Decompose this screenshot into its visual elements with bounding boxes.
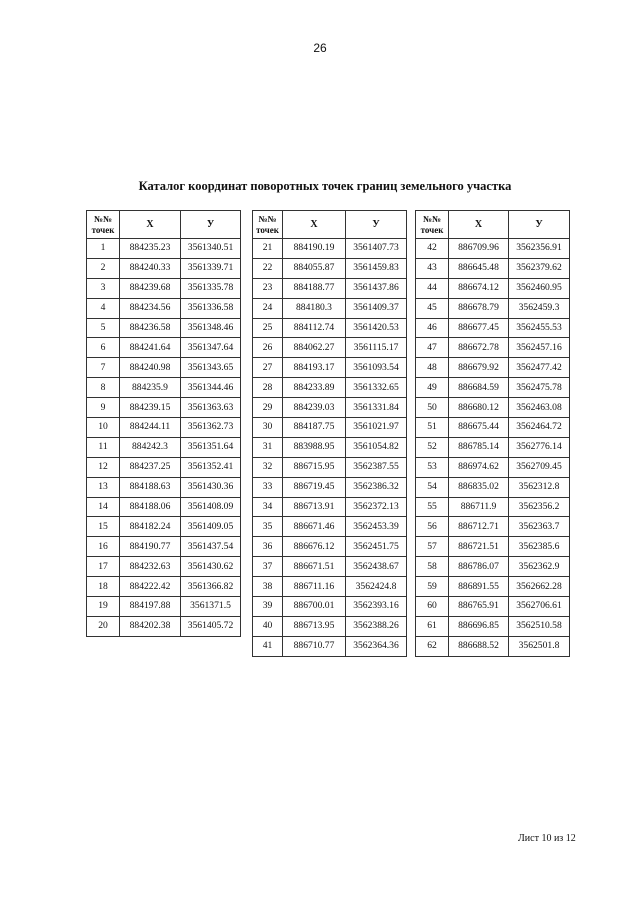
point-number-cell: 39	[253, 597, 283, 617]
point-number-cell: 51	[416, 418, 449, 438]
y-coordinate-cell: 3561348.46	[181, 318, 241, 338]
point-number-cell: 49	[416, 378, 449, 398]
page-number: 26	[313, 41, 327, 55]
x-coordinate-cell: 886696.85	[449, 616, 509, 636]
x-coordinate-cell: 884202.38	[120, 616, 181, 636]
point-number-cell: 34	[253, 497, 283, 517]
point-number-cell: 55	[416, 497, 449, 517]
y-coordinate-cell: 3562464.72	[509, 418, 570, 438]
table-row	[253, 318, 407, 338]
x-coordinate-cell: 884182.24	[120, 517, 181, 537]
table-row	[416, 477, 570, 497]
table-row	[253, 278, 407, 298]
point-number-cell: 50	[416, 398, 449, 418]
y-coordinate-cell: 3561409.37	[346, 298, 407, 318]
x-coordinate-cell: 886715.95	[283, 457, 346, 477]
x-coordinate-cell: 886719.45	[283, 477, 346, 497]
y-header: У	[181, 211, 241, 239]
y-coordinate-cell: 3562451.75	[346, 537, 407, 557]
table-header-row	[253, 211, 407, 239]
x-coordinate-cell: 884235.9	[120, 378, 181, 398]
x-coordinate-cell: 886712.71	[449, 517, 509, 537]
x-coordinate-cell: 886645.48	[449, 258, 509, 278]
point-number-cell: 27	[253, 358, 283, 378]
x-coordinate-cell: 884190.19	[283, 239, 346, 259]
x-coordinate-cell: 886672.78	[449, 338, 509, 358]
x-coordinate-cell: 886675.44	[449, 418, 509, 438]
y-coordinate-cell: 3561115.17	[346, 338, 407, 358]
table-row	[416, 298, 570, 318]
y-coordinate-cell: 3562475.78	[509, 378, 570, 398]
x-coordinate-cell: 884241.64	[120, 338, 181, 358]
point-number-cell: 40	[253, 616, 283, 636]
point-number-cell: 22	[253, 258, 283, 278]
x-coordinate-cell: 884240.98	[120, 358, 181, 378]
y-coordinate-cell: 3561371.5	[181, 597, 241, 617]
x-coordinate-cell: 884237.25	[120, 457, 181, 477]
point-number-cell: 20	[87, 616, 120, 636]
x-coordinate-cell: 886785.14	[449, 437, 509, 457]
table-row	[87, 577, 241, 597]
x-coordinate-cell: 886711.16	[283, 577, 346, 597]
table-header-row	[87, 211, 241, 239]
x-coordinate-cell: 884180.3	[283, 298, 346, 318]
point-number-cell: 61	[416, 616, 449, 636]
table-row	[87, 537, 241, 557]
x-coordinate-cell: 886700.01	[283, 597, 346, 617]
table-row	[416, 278, 570, 298]
table-row	[253, 338, 407, 358]
table-row	[253, 378, 407, 398]
x-coordinate-cell: 884188.77	[283, 278, 346, 298]
table-row	[416, 398, 570, 418]
x-coordinate-cell: 886679.92	[449, 358, 509, 378]
x-coordinate-cell: 884222.42	[120, 577, 181, 597]
x-header: Х	[449, 211, 509, 239]
x-coordinate-cell: 886713.95	[283, 616, 346, 636]
y-coordinate-cell: 3562477.42	[509, 358, 570, 378]
table-row	[87, 278, 241, 298]
table-row	[253, 597, 407, 617]
table-row	[253, 497, 407, 517]
y-coordinate-cell: 3562510.58	[509, 616, 570, 636]
y-coordinate-cell: 3562386.32	[346, 477, 407, 497]
x-coordinate-cell: 886713.91	[283, 497, 346, 517]
y-coordinate-cell: 3562709.45	[509, 457, 570, 477]
sheet-info: Лист 10 из 12	[518, 833, 576, 844]
point-number-cell: 46	[416, 318, 449, 338]
x-coordinate-cell: 886710.77	[283, 636, 346, 656]
table-row	[416, 358, 570, 378]
x-coordinate-cell: 884055.87	[283, 258, 346, 278]
point-number-cell: 41	[253, 636, 283, 656]
point-number-cell: 26	[253, 338, 283, 358]
y-coordinate-cell: 3561430.62	[181, 557, 241, 577]
point-number-header	[253, 211, 283, 239]
point-number-cell: 16	[87, 537, 120, 557]
table-row	[416, 636, 570, 656]
y-coordinate-cell: 3561093.54	[346, 358, 407, 378]
y-coordinate-cell: 3561362.73	[181, 418, 241, 438]
y-coordinate-cell: 3562387.55	[346, 457, 407, 477]
y-coordinate-cell: 3562501.8	[509, 636, 570, 656]
y-coordinate-cell: 3561054.82	[346, 437, 407, 457]
x-coordinate-cell: 886677.45	[449, 318, 509, 338]
point-number-cell: 45	[416, 298, 449, 318]
table-row	[87, 557, 241, 577]
table-row	[416, 378, 570, 398]
x-coordinate-cell: 886974.62	[449, 457, 509, 477]
point-number-cell: 10	[87, 418, 120, 438]
y-coordinate-cell: 3561420.53	[346, 318, 407, 338]
point-number-header-line1: №№	[93, 213, 113, 224]
x-coordinate-cell: 884240.33	[120, 258, 181, 278]
y-header: У	[509, 211, 570, 239]
point-number-cell: 47	[416, 338, 449, 358]
y-coordinate-cell: 3561437.54	[181, 537, 241, 557]
table-row	[416, 457, 570, 477]
y-coordinate-cell: 3562463.08	[509, 398, 570, 418]
y-coordinate-cell: 3561347.64	[181, 338, 241, 358]
x-coordinate-cell: 884239.03	[283, 398, 346, 418]
point-number-cell: 42	[416, 239, 449, 259]
x-coordinate-cell: 886674.12	[449, 278, 509, 298]
point-number-cell: 36	[253, 537, 283, 557]
y-coordinate-cell: 3562706.61	[509, 597, 570, 617]
y-coordinate-cell: 3562372.13	[346, 497, 407, 517]
table-row	[416, 597, 570, 617]
point-number-header-line1: №№	[258, 213, 277, 224]
catalog-title: Каталог координат поворотных точек границ земельного участка	[138, 179, 512, 193]
table-row	[253, 517, 407, 537]
point-number-cell: 24	[253, 298, 283, 318]
table-row	[253, 358, 407, 378]
x-coordinate-cell: 884244.11	[120, 418, 181, 438]
table-row	[253, 636, 407, 656]
y-coordinate-cell: 3561408.09	[181, 497, 241, 517]
table-row	[87, 378, 241, 398]
table-row	[416, 577, 570, 597]
y-coordinate-cell: 3562453.39	[346, 517, 407, 537]
point-number-cell: 44	[416, 278, 449, 298]
x-coordinate-cell: 886786.07	[449, 557, 509, 577]
x-coordinate-cell: 886680.12	[449, 398, 509, 418]
y-coordinate-cell: 3562385.6	[509, 537, 570, 557]
x-coordinate-cell: 886891.55	[449, 577, 509, 597]
y-coordinate-cell: 3561351.64	[181, 437, 241, 457]
x-coordinate-cell: 884239.68	[120, 278, 181, 298]
table-row	[253, 418, 407, 438]
table-row	[253, 437, 407, 457]
table-row	[416, 537, 570, 557]
point-number-cell: 5	[87, 318, 120, 338]
point-number-header	[416, 211, 449, 239]
table-row	[253, 398, 407, 418]
y-coordinate-cell: 3562662.28	[509, 577, 570, 597]
coordinate-tables	[0, 210, 640, 652]
table-row	[416, 239, 570, 259]
table-row	[87, 477, 241, 497]
point-number-cell: 31	[253, 437, 283, 457]
table-row	[87, 398, 241, 418]
y-coordinate-cell: 3562459.3	[509, 298, 570, 318]
x-coordinate-cell: 884188.63	[120, 477, 181, 497]
table-row	[87, 239, 241, 259]
x-coordinate-cell: 884062.27	[283, 338, 346, 358]
y-coordinate-cell: 3561335.78	[181, 278, 241, 298]
table-row	[416, 557, 570, 577]
y-coordinate-cell: 3561331.84	[346, 398, 407, 418]
table-row	[87, 457, 241, 477]
x-coordinate-cell: 884190.77	[120, 537, 181, 557]
point-number-cell: 56	[416, 517, 449, 537]
y-coordinate-cell: 3561021.97	[346, 418, 407, 438]
table-row	[87, 358, 241, 378]
x-coordinate-cell: 886765.91	[449, 597, 509, 617]
x-coordinate-cell: 886684.59	[449, 378, 509, 398]
y-coordinate-cell: 3562424.8	[346, 577, 407, 597]
x-coordinate-cell: 883988.95	[283, 437, 346, 457]
point-number-header-line2: точек	[256, 224, 279, 235]
point-number-cell: 25	[253, 318, 283, 338]
table-row	[253, 457, 407, 477]
x-coordinate-cell: 884242.3	[120, 437, 181, 457]
y-coordinate-cell: 3561459.83	[346, 258, 407, 278]
point-number-cell: 9	[87, 398, 120, 418]
point-number-cell: 58	[416, 557, 449, 577]
point-number-header	[87, 211, 120, 239]
table-row	[416, 437, 570, 457]
point-number-cell: 59	[416, 577, 449, 597]
point-number-cell: 8	[87, 378, 120, 398]
point-number-cell: 53	[416, 457, 449, 477]
y-coordinate-cell: 3561437.86	[346, 278, 407, 298]
point-number-cell: 14	[87, 497, 120, 517]
y-coordinate-cell: 3561363.63	[181, 398, 241, 418]
y-coordinate-cell: 3561343.65	[181, 358, 241, 378]
point-number-cell: 57	[416, 537, 449, 557]
table-row	[87, 318, 241, 338]
table-row	[87, 258, 241, 278]
table-row	[253, 557, 407, 577]
point-number-cell: 11	[87, 437, 120, 457]
point-number-cell: 13	[87, 477, 120, 497]
y-coordinate-cell: 3561332.65	[346, 378, 407, 398]
point-number-header-line2: точек	[420, 224, 444, 235]
y-coordinate-cell: 3561366.82	[181, 577, 241, 597]
table-row	[416, 497, 570, 517]
table-row	[416, 418, 570, 438]
x-header: Х	[120, 211, 181, 239]
table-row	[416, 517, 570, 537]
y-coordinate-cell: 3561405.72	[181, 616, 241, 636]
y-coordinate-cell: 3562457.16	[509, 338, 570, 358]
table-row	[253, 616, 407, 636]
x-coordinate-cell: 884239.15	[120, 398, 181, 418]
y-coordinate-cell: 3562776.14	[509, 437, 570, 457]
table-row	[87, 616, 241, 636]
point-number-cell: 54	[416, 477, 449, 497]
point-number-cell: 2	[87, 258, 120, 278]
point-number-cell: 33	[253, 477, 283, 497]
table-row	[253, 477, 407, 497]
point-number-cell: 32	[253, 457, 283, 477]
point-number-cell: 18	[87, 577, 120, 597]
point-number-cell: 15	[87, 517, 120, 537]
point-number-cell: 48	[416, 358, 449, 378]
y-coordinate-cell: 3562363.7	[509, 517, 570, 537]
y-coordinate-cell: 3561407.73	[346, 239, 407, 259]
point-number-header-line1: №№	[422, 213, 442, 224]
point-number-cell: 60	[416, 597, 449, 617]
point-number-cell: 23	[253, 278, 283, 298]
x-coordinate-cell: 886711.9	[449, 497, 509, 517]
y-header: У	[346, 211, 407, 239]
x-coordinate-cell: 886835.02	[449, 477, 509, 497]
point-number-cell: 28	[253, 378, 283, 398]
point-number-cell: 52	[416, 437, 449, 457]
table-header-row	[416, 211, 570, 239]
point-number-header-line2: точек	[91, 224, 115, 235]
table-row	[253, 258, 407, 278]
coordinate-table-2	[252, 210, 407, 657]
table-row	[87, 418, 241, 438]
point-number-cell: 21	[253, 239, 283, 259]
y-coordinate-cell: 3562455.53	[509, 318, 570, 338]
y-coordinate-cell: 3562388.26	[346, 616, 407, 636]
y-coordinate-cell: 3561339.71	[181, 258, 241, 278]
y-coordinate-cell: 3561344.46	[181, 378, 241, 398]
x-coordinate-cell: 886688.52	[449, 636, 509, 656]
x-coordinate-cell: 884197.88	[120, 597, 181, 617]
table-row	[87, 517, 241, 537]
point-number-cell: 43	[416, 258, 449, 278]
table-row	[87, 437, 241, 457]
y-coordinate-cell: 3561430.36	[181, 477, 241, 497]
point-number-cell: 12	[87, 457, 120, 477]
y-coordinate-cell: 3561336.58	[181, 298, 241, 318]
point-number-cell: 38	[253, 577, 283, 597]
table-row	[87, 597, 241, 617]
x-coordinate-cell: 884188.06	[120, 497, 181, 517]
x-coordinate-cell: 884234.56	[120, 298, 181, 318]
point-number-cell: 1	[87, 239, 120, 259]
x-coordinate-cell: 884235.23	[120, 239, 181, 259]
table-row	[416, 338, 570, 358]
table-row	[416, 616, 570, 636]
y-coordinate-cell: 3562393.16	[346, 597, 407, 617]
y-coordinate-cell: 3562364.36	[346, 636, 407, 656]
point-number-cell: 17	[87, 557, 120, 577]
x-coordinate-cell: 884233.89	[283, 378, 346, 398]
table-row	[87, 338, 241, 358]
y-coordinate-cell: 3561352.41	[181, 457, 241, 477]
point-number-cell: 7	[87, 358, 120, 378]
y-coordinate-cell: 3561409.05	[181, 517, 241, 537]
y-coordinate-cell: 3562379.62	[509, 258, 570, 278]
point-number-cell: 37	[253, 557, 283, 577]
point-number-cell: 19	[87, 597, 120, 617]
y-coordinate-cell: 3562356.91	[509, 239, 570, 259]
point-number-cell: 6	[87, 338, 120, 358]
table-row	[416, 258, 570, 278]
x-coordinate-cell: 886721.51	[449, 537, 509, 557]
x-coordinate-cell: 886671.46	[283, 517, 346, 537]
table-row	[253, 298, 407, 318]
point-number-cell: 35	[253, 517, 283, 537]
x-coordinate-cell: 886709.96	[449, 239, 509, 259]
table-row	[253, 239, 407, 259]
table-row	[253, 537, 407, 557]
point-number-cell: 62	[416, 636, 449, 656]
x-coordinate-cell: 884112.74	[283, 318, 346, 338]
x-coordinate-cell: 886671.51	[283, 557, 346, 577]
x-coordinate-cell: 886678.79	[449, 298, 509, 318]
point-number-cell: 30	[253, 418, 283, 438]
point-number-cell: 29	[253, 398, 283, 418]
point-number-cell: 4	[87, 298, 120, 318]
y-coordinate-cell: 3561340.51	[181, 239, 241, 259]
y-coordinate-cell: 3562460.95	[509, 278, 570, 298]
table-row	[87, 497, 241, 517]
point-number-cell: 3	[87, 278, 120, 298]
y-coordinate-cell: 3562438.67	[346, 557, 407, 577]
x-coordinate-cell: 884187.75	[283, 418, 346, 438]
x-coordinate-cell: 884193.17	[283, 358, 346, 378]
y-coordinate-cell: 3562312.8	[509, 477, 570, 497]
y-coordinate-cell: 3562356.2	[509, 497, 570, 517]
x-header: Х	[283, 211, 346, 239]
table-row	[87, 298, 241, 318]
table-row	[416, 318, 570, 338]
coordinate-table-1	[86, 210, 241, 637]
coordinate-table-3	[415, 210, 570, 657]
x-coordinate-cell: 886676.12	[283, 537, 346, 557]
table-row	[253, 577, 407, 597]
x-coordinate-cell: 884232.63	[120, 557, 181, 577]
x-coordinate-cell: 884236.58	[120, 318, 181, 338]
y-coordinate-cell: 3562362.9	[509, 557, 570, 577]
